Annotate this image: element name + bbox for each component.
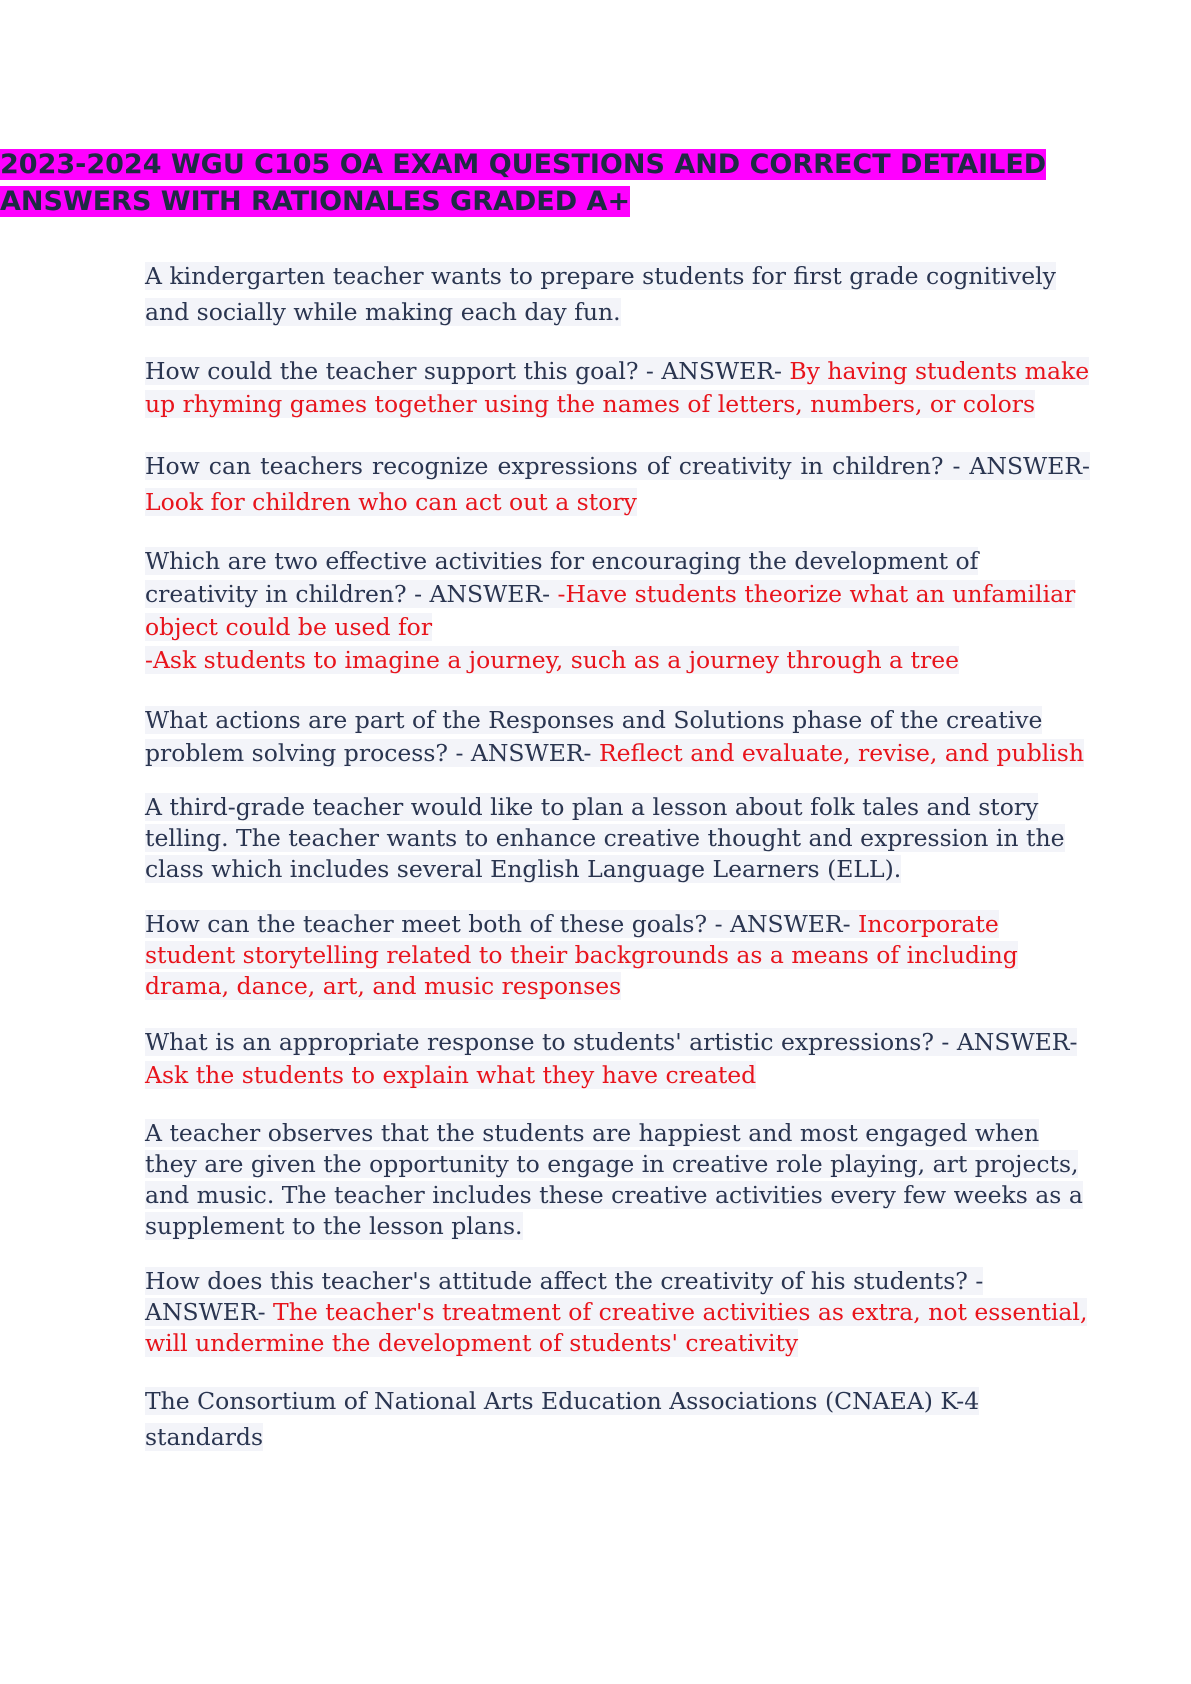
question-text: A third-grade teacher would like to plan a lesson about folk tales and story telling. The teacher wants to enhance creative thought and expression in the class which includes several English Language Learners (ELL). — [145, 793, 1065, 883]
answer-text: Look for children who can act out a story — [145, 488, 637, 516]
qa-item-9 — [145, 1118, 1090, 1242]
answer-text: Ask the students to explain what they have created — [145, 1061, 757, 1089]
qa-content — [145, 258, 1090, 1455]
qa-item-6 — [145, 792, 1090, 885]
question-text: Which are two effective activities for encouraging the development of creativity in children? - ANSWER- — [145, 547, 979, 608]
question-text: A kindergarten teacher wants to prepare students for first grade cognitively and socially while making each day fun. — [145, 262, 1056, 326]
question-text: What is an appropriate response to students' artistic expressions? - ANSWER- — [145, 1028, 1078, 1056]
answer-text: The teacher's treatment of creative activities as extra, not essential, will undermine the development of students' creativity — [145, 1298, 1088, 1357]
qa-item-4 — [145, 545, 1090, 677]
answer-text: Reflect and evaluate, revise, and publish — [598, 739, 1084, 767]
qa-item-1 — [145, 258, 1090, 330]
answer-text: -Have students theorize what an unfamiliar object could be used for — [145, 580, 1076, 641]
question-text: How could the teacher support this goal? - ANSWER- — [145, 357, 790, 385]
qa-item-2 — [145, 355, 1090, 421]
answer-text: By having students make up rhyming games together using the names of letters, numbers, or colors — [145, 357, 1090, 418]
question-text: The Consortium of National Arts Education Associations (CNAEA) K-4 standards — [145, 1387, 980, 1451]
answer-text: Incorporate student storytelling related to their backgrounds as a means of including drama, dance, art, and music responses — [145, 910, 1018, 1000]
question-text: How does this teacher's attitude affect the creativity of his students? - ANSWER- — [145, 1267, 984, 1326]
qa-item-7 — [145, 909, 1090, 1002]
qa-item-8 — [145, 1026, 1090, 1092]
title-highlight: 2023-2024 WGU C105 OA EXAM QUESTIONS AND CORRECT DETAILED ANSWERS WITH RATIONALES GRADED A+ — [0, 149, 1047, 217]
question-text: How can the teacher meet both of these goals? - ANSWER- — [145, 910, 859, 938]
answer-text-2: -Ask students to imagine a journey, such as a journey through a tree — [145, 646, 960, 674]
qa-item-10 — [145, 1266, 1090, 1359]
qa-item-11 — [145, 1383, 1090, 1455]
qa-item-5 — [145, 704, 1090, 770]
qa-item-3 — [145, 448, 1090, 520]
document-title — [0, 146, 1080, 220]
question-text: How can teachers recognize expressions of creativity in children? - ANSWER- — [145, 452, 1090, 480]
question-text: A teacher observes that the students are happiest and most engaged when they are given the opportunity to engage in creative role playing, art projects, and music. The teacher includes these creative activities every few weeks as a supplement to the lesson plans. — [145, 1119, 1083, 1240]
question-text: What actions are part of the Responses and Solutions phase of the creative problem solving process? - ANSWER- — [145, 706, 1043, 767]
